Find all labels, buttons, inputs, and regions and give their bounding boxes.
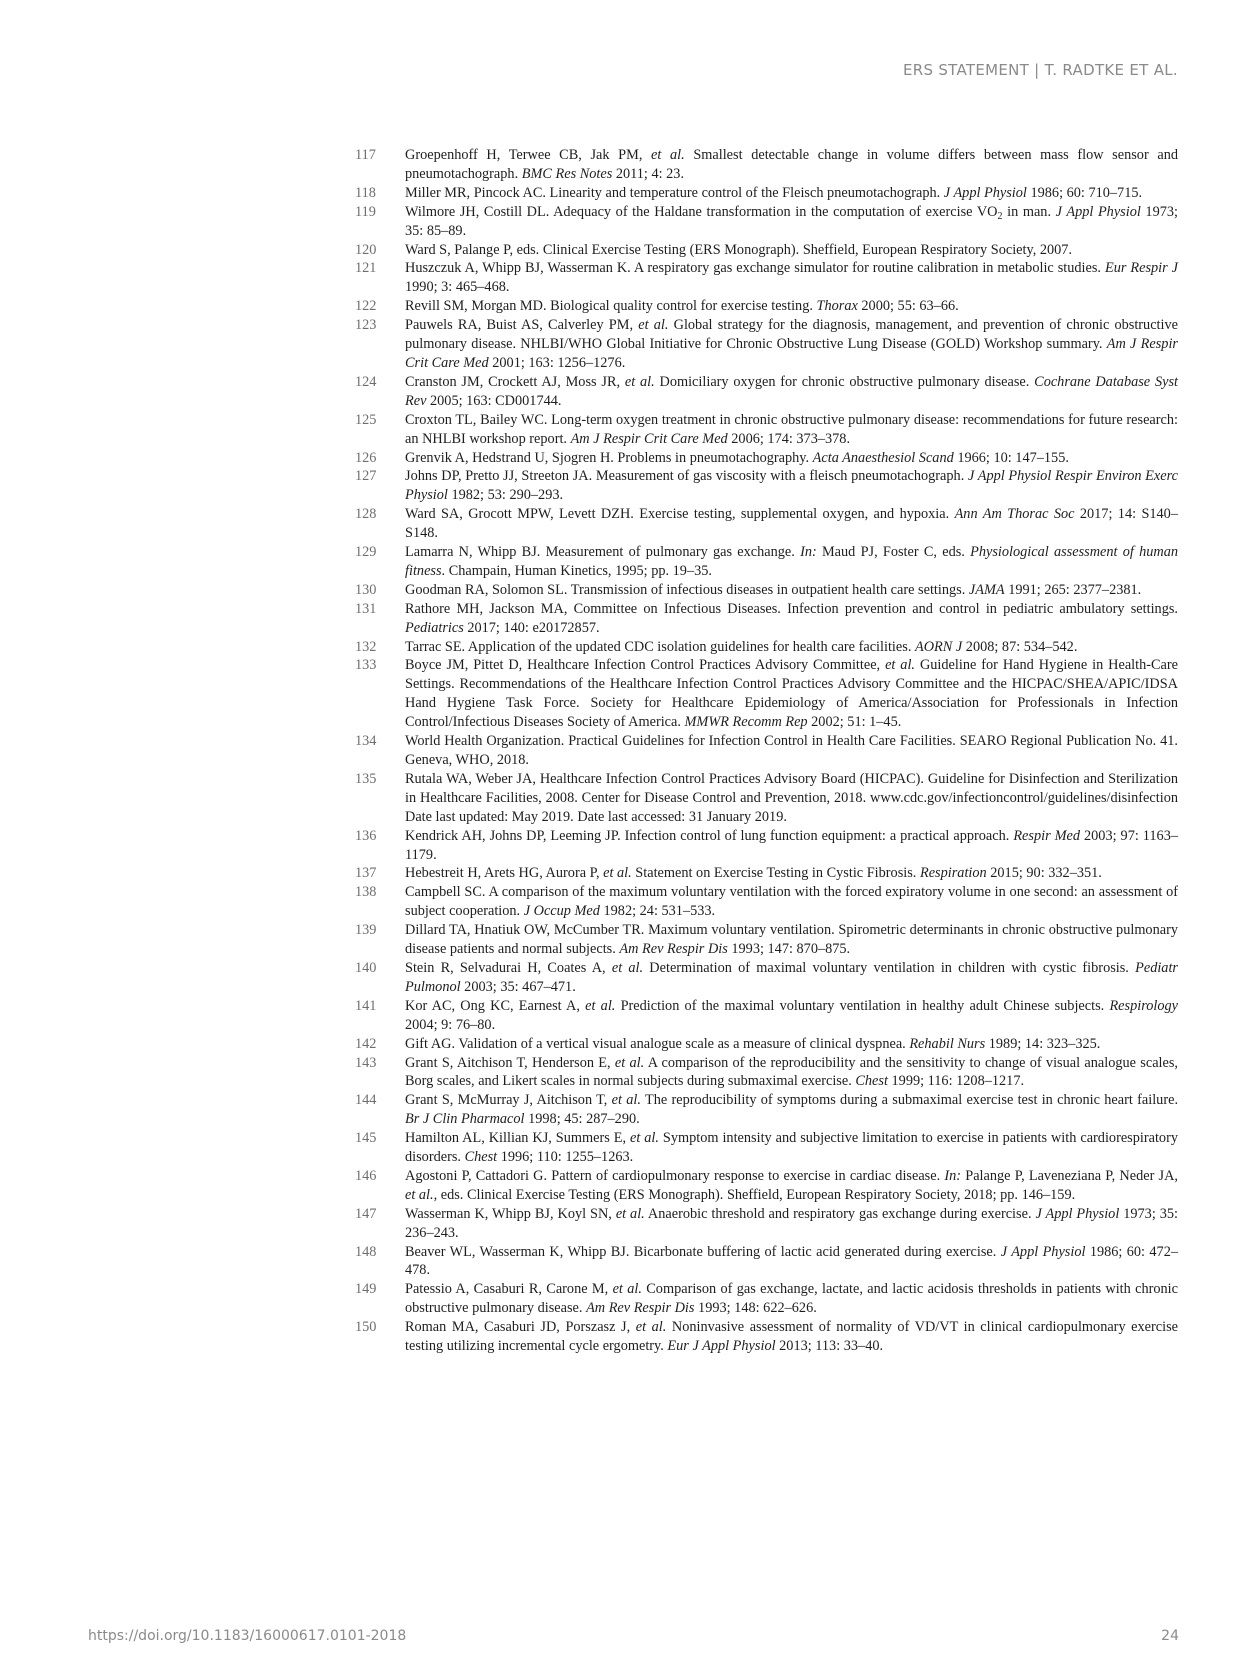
- reference-item-128: [355, 505, 1178, 543]
- text-run: Agostoni P, Cattadori G. Pattern of cardiopulmonary response to exercise in cardiac disease.: [405, 1167, 945, 1184]
- text-run: 1989; 14: 323–325.: [985, 1035, 1101, 1052]
- text-run: Hebestreit H, Arets HG, Aurora P,: [405, 865, 604, 882]
- reference-text: [405, 864, 1178, 883]
- reference-text: [405, 1167, 1178, 1205]
- italic-text: Respirology: [1109, 997, 1178, 1014]
- text-run: Prediction of the maximal voluntary ventilation in healthy adult Chinese subjects.: [615, 997, 1110, 1014]
- text-run: 2001; 163: 1256–1276.: [488, 354, 626, 371]
- reference-text: [405, 449, 1178, 468]
- italic-text: In:: [944, 1167, 962, 1184]
- text-run: 1986; 60: 710–715.: [1026, 184, 1143, 201]
- reference-item-129: [355, 543, 1178, 581]
- reference-text: [405, 656, 1178, 732]
- reference-number: 132: [355, 638, 377, 655]
- reference-item-118: [355, 184, 1178, 203]
- reference-text: [405, 581, 1178, 600]
- text-run: in man.: [1002, 203, 1056, 220]
- reference-item-131: [355, 600, 1178, 638]
- italic-text: Chest: [855, 1073, 888, 1090]
- reference-number: 131: [355, 600, 377, 617]
- reference-text: [405, 732, 1178, 770]
- text-run: Boyce JM, Pittet D, Healthcare Infection Control Practices Advisory Committee,: [405, 657, 886, 674]
- text-run: 1993; 148: 622–626.: [694, 1300, 817, 1317]
- text-run: Rathore MH, Jackson MA, Committee on Infectious Diseases. Infection prevention and control in pediatric ambulatory settings.: [405, 600, 1178, 617]
- italic-text: et al.: [611, 1092, 641, 1109]
- text-run: Anaerobic threshold and respiratory gas exchange during exercise.: [644, 1205, 1036, 1222]
- italic-text: Respiration: [919, 865, 987, 882]
- text-run: Wilmore JH, Costill DL. Adequacy of the Haldane transformation in the computation of exercise VO: [405, 203, 998, 220]
- italic-text: et al.: [635, 1319, 667, 1336]
- reference-item-147: [355, 1205, 1178, 1243]
- reference-text: [405, 184, 1178, 203]
- italic-text: J Appl Physiol Respir Environ Exerc Physiol: [405, 468, 1178, 504]
- reference-number: 136: [355, 827, 377, 844]
- italic-text: Am J Respir Crit Care Med: [405, 336, 1178, 371]
- text-run: Goodman RA, Solomon SL. Transmission of infectious diseases in outpatient health care settings.: [405, 581, 969, 598]
- reference-number: 148: [355, 1243, 377, 1260]
- text-run: Patessio A, Casaburi R, Carone M,: [405, 1281, 613, 1298]
- reference-number: 134: [355, 733, 377, 750]
- reference-item-126: [355, 449, 1178, 468]
- text-run: 2005; 163: CD001744.: [426, 392, 562, 409]
- italic-text: et al.: [624, 373, 655, 390]
- italic-text: et al.: [612, 1281, 642, 1298]
- reference-text: [405, 505, 1178, 543]
- italic-text: BMC Res Notes: [521, 165, 613, 182]
- italic-text: et al.: [614, 1054, 645, 1071]
- text-run: Huszczuk A, Whipp BJ, Wasserman K. A respiratory gas exchange simulator for routine calibration in metabolic studies.: [405, 260, 1105, 277]
- reference-text: [405, 373, 1178, 411]
- reference-text: [405, 241, 1178, 260]
- italic-text: Eur Respir J: [1104, 260, 1178, 277]
- text-run: The reproducibility of symptoms during a submaximal exercise test in chronic heart failure.: [640, 1092, 1179, 1109]
- reference-text: [405, 543, 1178, 581]
- reference-item-143: [355, 1054, 1178, 1092]
- reference-item-135: [355, 770, 1178, 827]
- reference-item-145: [355, 1129, 1178, 1167]
- reference-text: [405, 883, 1178, 921]
- italic-text: et al.: [638, 317, 669, 334]
- italic-text: Acta Anaesthesiol Scand: [812, 449, 954, 466]
- text-run: Statement on Exercise Testing in Cystic Fibrosis.: [631, 865, 920, 882]
- reference-text: [405, 1318, 1178, 1356]
- reference-item-124: [355, 373, 1178, 411]
- reference-number: 127: [355, 468, 377, 485]
- text-run: 1996; 110: 1255–1263.: [497, 1149, 634, 1166]
- text-run: 2003; 35: 467–471.: [460, 978, 576, 995]
- italic-text: et al.: [405, 1186, 434, 1203]
- text-run: Revill SM, Morgan MD. Biological quality control for exercise testing.: [405, 298, 817, 315]
- reference-item-142: [355, 1035, 1178, 1054]
- reference-text: [405, 638, 1178, 657]
- text-run: Palange P, Laveneziana P, Neder JA,: [961, 1167, 1179, 1184]
- text-run: Hamilton AL, Killian KJ, Summers E,: [405, 1130, 630, 1147]
- reference-item-123: [355, 316, 1178, 373]
- reference-number: 126: [355, 449, 377, 466]
- text-run: Rutala WA, Weber JA, Healthcare Infection Control Practices Advisory Board (HICPAC). Guideline for Disinfection and Sterilization in Healthcare Facilities, 2008. Center for Disease Control and Prevention, 2018. www.cdc.gov/infectioncontrol/guidelines/disinfection Date last updated: May 2019. Date last accessed: 31 January 2019.: [405, 770, 1178, 825]
- text-run: Johns DP, Pretto JJ, Streeton JA. Measurement of gas viscosity with a fleisch pneumotachograph.: [405, 468, 968, 485]
- text-run: 1999; 116: 1208–1217.: [887, 1073, 1025, 1090]
- text-run: Beaver WL, Wasserman K, Whipp BJ. Bicarbonate buffering of lactic acid generated during exercise.: [405, 1243, 1001, 1260]
- text-run: Guideline for Hand Hygiene in Health-Care Settings. Recommendations of the Healthcare Infection Control Practices Advisory Committee and the HICPAC/SHEA/APIC/IDSA Hand Hygiene Task Force. Society for Healthcare Epidemiology of America/Association for Professionals in Infection Control/Infectious Diseases Society of America.: [405, 657, 1179, 731]
- reference-item-121: [355, 259, 1178, 297]
- reference-number: 123: [355, 317, 377, 334]
- italic-text: Ann Am Thorac Soc: [954, 506, 1075, 523]
- reference-text: [405, 146, 1178, 184]
- reference-number: 125: [355, 411, 377, 428]
- italic-text: J Appl Physiol: [1000, 1243, 1086, 1260]
- italic-text: Physiological assessment of human fitness: [405, 544, 1179, 579]
- italic-text: et al.: [615, 1205, 645, 1222]
- reference-text: [405, 1243, 1178, 1281]
- italic-text: Am Rev Respir Dis: [586, 1300, 695, 1317]
- reference-number: 128: [355, 506, 377, 523]
- reference-number: 135: [355, 770, 377, 787]
- reference-item-119: [355, 203, 1178, 241]
- reference-text: [405, 827, 1178, 865]
- reference-number: 137: [355, 865, 377, 882]
- reference-item-137: [355, 864, 1178, 883]
- text-run: 2006; 174: 373–378.: [727, 430, 851, 447]
- reference-item-140: [355, 959, 1178, 997]
- footer-doi-link[interactable]: https://doi.org/10.1183/16000617.0101-2018: [88, 1628, 407, 1644]
- reference-number: 144: [355, 1092, 377, 1109]
- reference-text: [405, 959, 1178, 997]
- text-run: 2011; 4: 23.: [612, 165, 685, 182]
- text-run: 2003; 97: 1163–1179.: [405, 827, 1178, 863]
- reference-number: 146: [355, 1167, 377, 1184]
- text-run: 2008; 87: 534–542.: [962, 638, 1078, 655]
- reference-item-144: [355, 1091, 1178, 1129]
- reference-text: [405, 997, 1178, 1035]
- reference-item-120: [355, 241, 1178, 260]
- text-run: Roman MA, Casaburi JD, Porszasz J,: [405, 1319, 636, 1336]
- reference-text: [405, 770, 1178, 827]
- italic-text: J Occup Med: [523, 903, 600, 920]
- italic-text: Eur J Appl Physiol: [667, 1338, 776, 1355]
- text-run: 1966; 10: 147–155.: [953, 449, 1069, 466]
- reference-item-138: [355, 883, 1178, 921]
- reference-number: 143: [355, 1054, 377, 1071]
- text-run: Lamarra N, Whipp BJ. Measurement of pulmonary gas exchange.: [405, 544, 801, 561]
- reference-number: 142: [355, 1035, 377, 1052]
- text-run: 1986; 60: 472–478.: [405, 1243, 1179, 1279]
- italic-text: Cochrane Database Syst Rev: [405, 373, 1178, 409]
- text-run: Maud PJ, Foster C, eds.: [816, 544, 971, 561]
- italic-text: Respir Med: [1013, 827, 1081, 844]
- italic-text: et al.: [885, 657, 916, 674]
- italic-text: Br J Clin Pharmacol: [405, 1111, 525, 1128]
- text-run: Cranston JM, Crockett AJ, Moss JR,: [405, 373, 625, 390]
- reference-item-149: [355, 1280, 1178, 1318]
- reference-number: 140: [355, 959, 377, 976]
- reference-text: [405, 316, 1178, 373]
- text-run: Grant S, McMurray J, Aitchison T,: [405, 1092, 612, 1109]
- reference-number: 139: [355, 922, 377, 939]
- reference-text: [405, 921, 1178, 959]
- text-run: , eds. Clinical Exercise Testing (ERS Monograph). Sheffield, European Respiratory Society, 2018; pp. 146–159.: [433, 1186, 1076, 1203]
- text-run: 1991; 265: 2377–2381.: [1004, 581, 1142, 598]
- text-run: Croxton TL, Bailey WC. Long-term oxygen treatment in chronic obstructive pulmonary disease: recommendations for future research: an NHLBI workshop report.: [405, 411, 1178, 447]
- text-run: Campbell SC. A comparison of the maximum voluntary ventilation with the forced expiratory volume in one second: an assessment of subject cooperation.: [405, 884, 1178, 920]
- text-run: Tarrac SE. Application of the updated CDC isolation guidelines for health care facilities.: [405, 638, 915, 655]
- text-run: Stein R, Selvadurai H, Coates A,: [405, 959, 612, 976]
- reference-number: 147: [355, 1205, 377, 1222]
- italic-text: AORN J: [914, 638, 963, 655]
- text-run: Noninvasive assessment of normality of VD/VT in clinical cardiopulmonary exercise testing utilizing incremental cycle ergometry.: [405, 1319, 1178, 1355]
- text-run: Wasserman K, Whipp BJ, Koyl SN,: [405, 1205, 616, 1222]
- reference-text: [405, 467, 1178, 505]
- italic-text: et al.: [611, 959, 644, 976]
- italic-text: et al.: [585, 997, 616, 1014]
- page-number: 24: [1161, 1628, 1179, 1644]
- reference-list: [355, 146, 1178, 1356]
- text-run: Kor AC, Ong KC, Earnest A,: [405, 997, 586, 1014]
- text-run: Groepenhoff H, Terwee CB, Jak PM,: [405, 147, 652, 163]
- italic-text: JAMA: [968, 581, 1005, 598]
- reference-item-136: [355, 827, 1178, 865]
- reference-item-134: [355, 732, 1178, 770]
- italic-text: et al.: [651, 147, 685, 163]
- reference-number: 145: [355, 1130, 377, 1147]
- italic-text: J Appl Physiol: [943, 184, 1027, 201]
- text-run: Kendrick AH, Johns DP, Leeming JP. Infection control of lung function equipment: a practical approach.: [405, 827, 1014, 844]
- reference-number: 120: [355, 241, 377, 258]
- reference-item-122: [355, 297, 1178, 316]
- text-run: World Health Organization. Practical Guidelines for Infection Control in Health Care Facilities. SEARO Regional Publication No. 41. Geneva, WHO, 2018.: [405, 733, 1178, 768]
- text-run: 2015; 90: 332–351.: [986, 865, 1102, 882]
- italic-text: Pediatrics: [405, 619, 464, 636]
- text-run: Global strategy for the diagnosis, management, and prevention of chronic obstructive pulmonary disease. NHLBI/WHO Global Initiative for Chronic Obstructive Lung Disease (GOLD) Workshop summary.: [405, 317, 1178, 353]
- text-run: 2004; 9: 76–80.: [405, 1016, 496, 1033]
- reference-item-141: [355, 997, 1178, 1035]
- reference-number: 118: [355, 184, 376, 201]
- italic-text: J Appl Physiol: [1055, 203, 1141, 220]
- text-run: Domiciliary oxygen for chronic obstructive pulmonary disease.: [654, 373, 1035, 390]
- reference-number: 121: [355, 260, 377, 277]
- text-run: Dillard TA, Hnatiuk OW, McCumber TR. Maximum voluntary ventilation. Spirometric determinants in chronic obstructive pulmonary disease patients and normal subjects.: [405, 922, 1178, 958]
- text-run: 1993; 147: 870–875.: [727, 941, 851, 958]
- reference-text: [405, 297, 1178, 316]
- text-run: Grenvik A, Hedstrand U, Sjogren H. Problems in pneumotachography.: [405, 449, 813, 466]
- reference-number: 138: [355, 884, 377, 901]
- text-run: 2002; 51: 1–45.: [807, 714, 902, 731]
- reference-text: [405, 600, 1178, 638]
- text-run: 1982; 53: 290–293.: [447, 487, 564, 504]
- reference-item-146: [355, 1167, 1178, 1205]
- reference-text: [405, 1091, 1178, 1129]
- reference-item-117: [355, 146, 1178, 184]
- reference-item-132: [355, 638, 1178, 657]
- text-run: A comparison of the reproducibility and the sensitivity to change of visual analogue scales, Borg scales, and Likert scales in normal subjects during submaximal exercise.: [405, 1054, 1178, 1090]
- text-run: 1998; 45: 287–290.: [524, 1111, 640, 1128]
- text-run: Ward SA, Grocott MPW, Levett DZH. Exercise testing, supplemental oxygen, and hypoxia.: [405, 506, 955, 523]
- text-run: 2013; 113: 33–40.: [775, 1338, 884, 1355]
- reference-number: 149: [355, 1281, 377, 1298]
- reference-text: [405, 203, 1178, 241]
- italic-text: In:: [800, 544, 817, 561]
- reference-number: 130: [355, 581, 377, 598]
- text-run: Determination of maximal voluntary ventilation in children with cystic fibrosis.: [643, 959, 1136, 976]
- text-run: 2017; 140: e20172857.: [463, 619, 600, 636]
- reference-item-150: [355, 1318, 1178, 1356]
- reference-text: [405, 411, 1178, 449]
- reference-text: [405, 1129, 1178, 1167]
- reference-text: [405, 259, 1178, 297]
- italic-text: Pediatr Pulmonol: [405, 959, 1178, 995]
- reference-number: 129: [355, 544, 377, 561]
- reference-number: 141: [355, 997, 377, 1014]
- reference-number: 117: [355, 147, 376, 163]
- text-run: Gift AG. Validation of a vertical visual analogue scale as a measure of clinical dyspnea.: [405, 1035, 910, 1052]
- italic-text: Thorax: [816, 298, 858, 315]
- reference-item-133: [355, 656, 1178, 732]
- text-run: 2000; 55: 63–66.: [857, 298, 959, 315]
- reference-item-127: [355, 467, 1178, 505]
- reference-item-125: [355, 411, 1178, 449]
- reference-number: 122: [355, 298, 377, 315]
- italic-text: Am Rev Respir Dis: [619, 941, 728, 958]
- italic-text: Am J Respir Crit Care Med: [570, 430, 728, 447]
- reference-text: [405, 1035, 1178, 1054]
- reference-text: [405, 1280, 1178, 1318]
- italic-text: et al.: [630, 1130, 659, 1147]
- italic-text: MMWR Recomm Rep: [684, 714, 808, 731]
- reference-number: 119: [355, 203, 376, 220]
- text-run: Symptom intensity and subjective limitation to exercise in patients with cardiorespiratory disorders.: [405, 1130, 1178, 1166]
- text-run: Smallest detectable change in volume differs between mass flow sensor and pneumotachograph.: [405, 147, 1178, 182]
- text-run: 2017; 14: S140–S148.: [405, 506, 1178, 542]
- reference-number: 150: [355, 1319, 377, 1336]
- italic-text: Rehabil Nurs: [909, 1035, 986, 1052]
- text-run: Comparison of gas exchange, lactate, and lactic acidosis thresholds in patients with chronic obstructive pulmonary disease.: [405, 1281, 1178, 1317]
- italic-text: et al.: [603, 865, 632, 882]
- text-run: 1973; 35: 236–243.: [405, 1205, 1178, 1241]
- reference-item-139: [355, 921, 1178, 959]
- text-run: Grant S, Aitchison T, Henderson E,: [405, 1054, 615, 1071]
- reference-number: 124: [355, 373, 377, 390]
- italic-text: J Appl Physiol: [1035, 1205, 1120, 1222]
- text-run: 1973; 35: 85–89.: [405, 203, 1179, 239]
- reference-number: 133: [355, 657, 377, 674]
- text-run: . Champain, Human Kinetics, 1995; pp. 19–35.: [441, 562, 712, 579]
- reference-item-148: [355, 1243, 1178, 1281]
- italic-text: Chest: [464, 1149, 498, 1166]
- text-run: 1990; 3: 465–468.: [405, 279, 510, 296]
- subscript: 2: [997, 210, 1003, 222]
- reference-text: [405, 1054, 1178, 1092]
- text-run: Miller MR, Pincock AC. Linearity and temperature control of the Fleisch pneumotachograph.: [405, 184, 944, 201]
- reference-item-130: [355, 581, 1178, 600]
- running-head: ERS STATEMENT | T. RADTKE ET AL.: [902, 61, 1178, 79]
- text-run: 1982; 24: 531–533.: [599, 903, 716, 920]
- text-run: Ward S, Palange P, eds. Clinical Exercise Testing (ERS Monograph). Sheffield, European Respiratory Society, 2007.: [405, 241, 1073, 258]
- reference-text: [405, 1205, 1178, 1243]
- text-run: Pauwels RA, Buist AS, Calverley PM,: [405, 317, 639, 334]
